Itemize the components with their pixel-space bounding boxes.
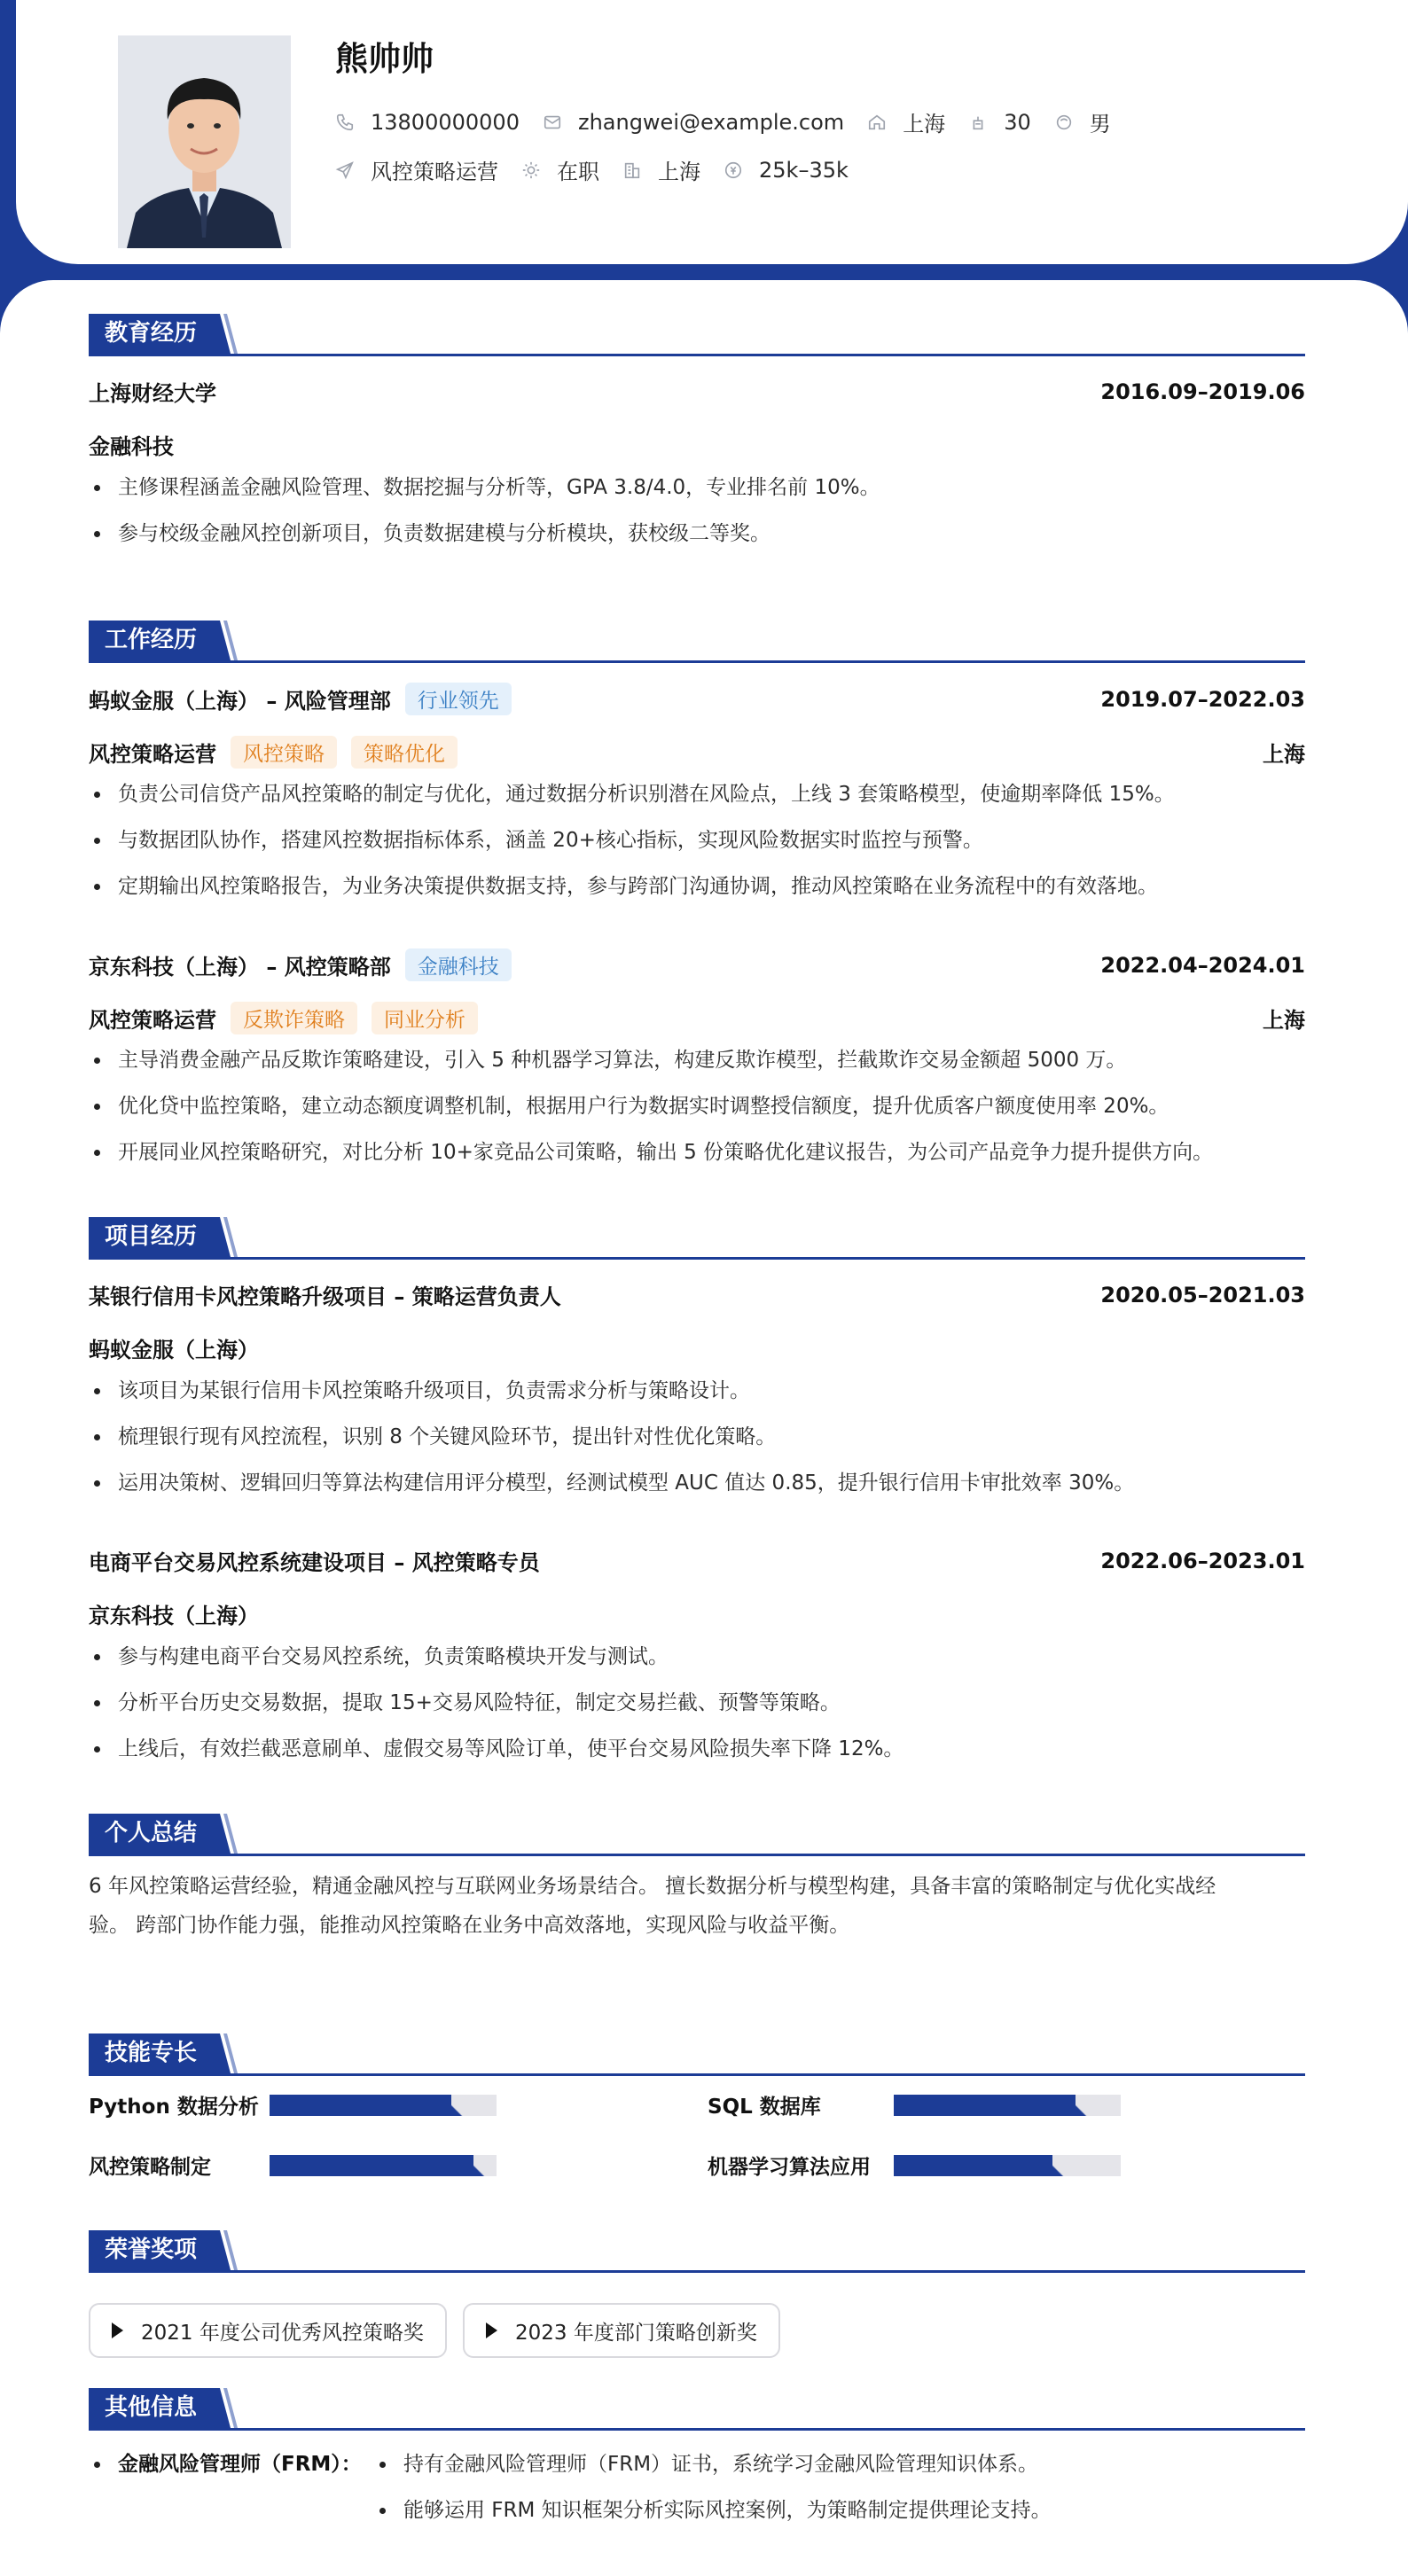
salary-info [724, 158, 849, 183]
skill-item [708, 2090, 1121, 2119]
projects-section [89, 1217, 1305, 1760]
section-title-tail [213, 621, 239, 660]
education-section [89, 314, 1305, 545]
project-period: 2022.06–2023.01 [1100, 1548, 1305, 1573]
role-tag: 反欺诈策略 [231, 1002, 357, 1034]
project-name: 电商平台交易风控系统建设项目 – 风控策略专员 [89, 1550, 540, 1575]
project-header [89, 1545, 1305, 1576]
section-title: 教育经历 [89, 314, 213, 354]
skill-name: Python 数据分析 [89, 2096, 259, 2119]
email-text: zhangwei@example.com [577, 109, 845, 135]
skill-bar [894, 2095, 1121, 2116]
list-item: 持有金融风险管理师（FRM）证书，系统学习金融风险管理知识体系。 [374, 2441, 1305, 2487]
section-title: 个人总结 [89, 1814, 213, 1854]
skill-item [708, 2151, 1121, 2180]
gender-info [1054, 106, 1111, 137]
company-name: 京东科技（上海） – 风控策略部 [89, 955, 391, 980]
list-item: 该项目为某银行信用卡风控策略升级项目，负责需求分析与策略设计。 [89, 1368, 1305, 1414]
skill-item [89, 2151, 497, 2180]
city-info [622, 154, 700, 185]
salary-icon [724, 160, 743, 180]
section-title-tail [213, 314, 239, 354]
section-header [89, 1217, 1305, 1260]
section-title-tail [213, 1217, 239, 1257]
list-item: 主导消费金融产品反欺诈策略建设，引入 5 种机器学习算法，构建反欺诈模型，拦截欺诈交易金额超 5000 万。 [89, 1037, 1305, 1083]
project-bullets [89, 1634, 1305, 1772]
email-info [543, 110, 844, 135]
skill-name: SQL 数据库 [708, 2096, 821, 2119]
skill-level-fill [270, 2155, 473, 2176]
age-text: 30 [1004, 109, 1031, 135]
project-header [89, 1279, 1305, 1310]
section-header [89, 2033, 1305, 2076]
list-item: 能够运用 FRM 知识框架分析实际风控案例，为策略制定提供理论支持。 [374, 2487, 1305, 2533]
city-text: 上海 [658, 160, 700, 184]
company-name: 蚂蚁金服（上海） – 风险管理部 [89, 689, 391, 714]
list-item: 梳理银行现有风控流程，识别 8 个关键风险环节，提出针对性优化策略。 [89, 1414, 1305, 1460]
phone-text: 13800000000 [371, 109, 520, 135]
list-item: 主修课程涵盖金融风险管理、数据挖掘与分析等，GPA 3.8/4.0，专业排名前 10%。 [89, 464, 1305, 511]
job-role: 风控策略运营 [89, 742, 216, 767]
role-tag: 策略优化 [351, 736, 458, 769]
list-item: 分析平台历史交易数据，提取 15+交易风险特征，制定交易拦截、预警等策略。 [89, 1680, 1305, 1726]
project-org: 蚂蚁金服（上海） [89, 1338, 259, 1362]
job-city: 上海 [1263, 1008, 1305, 1033]
project-period: 2020.05–2021.03 [1100, 1282, 1305, 1308]
section-title-tail [213, 2230, 239, 2270]
candidate-name: 熊帅帅 [335, 40, 434, 78]
project-org: 京东科技（上海） [89, 1604, 259, 1628]
skill-level-fill [894, 2095, 1076, 2116]
project-org-line [89, 1598, 1305, 1629]
job-period: 2022.04–2024.01 [1100, 952, 1305, 978]
project-org-line [89, 1332, 1305, 1363]
job-role: 风控策略运营 [89, 1008, 216, 1033]
skill-name: 机器学习算法应用 [708, 2156, 871, 2179]
skill-level-fill [270, 2095, 451, 2116]
job-bullets [89, 1037, 1305, 1175]
skills-section [89, 2033, 1305, 2179]
award-text: 2023 年度部门策略创新奖 [515, 2321, 757, 2345]
age-info [968, 110, 1031, 135]
award-badge [463, 2303, 780, 2358]
salary-text: 25k–35k [759, 157, 849, 183]
phone-icon [335, 113, 355, 132]
section-title: 荣誉奖项 [89, 2230, 213, 2270]
other-label: 金融风险管理师（FRM）： [89, 2441, 381, 2487]
role-tag: 风控策略 [231, 736, 337, 769]
skill-item [89, 2090, 497, 2119]
contact-row [335, 106, 1134, 137]
award-badge [89, 2303, 447, 2358]
skill-bar [270, 2155, 497, 2176]
award-text: 2021 年度公司优秀风控策略奖 [141, 2321, 424, 2345]
list-item: 参与校级金融风控创新项目，负责数据建模与分析模块，获校级二等奖。 [89, 511, 1305, 557]
major-name: 金融科技 [89, 434, 174, 459]
section-header [89, 2230, 1305, 2273]
other-section [89, 2388, 1305, 2522]
section-title: 工作经历 [89, 621, 213, 660]
company-tag: 金融科技 [405, 948, 512, 981]
avatar-photo [118, 35, 291, 248]
job-header [89, 683, 1305, 715]
education-period: 2016.09–2019.06 [1100, 379, 1305, 404]
status-text: 在职 [557, 160, 599, 184]
education-major-line [89, 429, 1305, 460]
position-text: 风控策略运营 [371, 160, 498, 184]
list-item: 开展同业风控策略研究，对比分析 10+家竞品公司策略，输出 5 份策略优化建议报告，为公司产品竞争力提升提供方向。 [89, 1129, 1305, 1175]
skill-name: 风控策略制定 [89, 2156, 211, 2179]
play-icon [112, 2322, 123, 2338]
section-header [89, 314, 1305, 356]
school-name: 上海财经大学 [89, 381, 216, 406]
list-item: 负责公司信贷产品风控策略的制定与优化，通过数据分析识别潜在风险点，上线 3 套策略模型，使逾期率降低 15%。 [89, 771, 1305, 817]
status-info [521, 154, 599, 185]
job-period: 2019.07–2022.03 [1100, 686, 1305, 712]
location-info [867, 106, 945, 137]
list-item: 与数据团队协作，搭建风控数据指标体系，涵盖 20+核心指标，实现风险数据实时监控与预警。 [89, 817, 1305, 863]
awards-section [89, 2230, 1305, 2345]
section-header [89, 621, 1305, 663]
list-item: 运用决策树、逻辑回归等算法构建信用评分模型，经测试模型 AUC 值达 0.85，提升银行信用卡审批效率 30%。 [89, 1460, 1305, 1506]
job-role-line [89, 1002, 1305, 1034]
avatar [118, 35, 291, 248]
education-entry [89, 376, 1305, 407]
list-item: 定期输出风控策略报告，为业务决策提供数据支持，参与跨部门沟通协调，推动风控策略在业务流程中的有效落地。 [89, 863, 1305, 909]
play-icon [486, 2322, 497, 2338]
education-bullets [89, 464, 1305, 557]
job-bullets [89, 771, 1305, 909]
job-header [89, 948, 1305, 981]
summary-text [89, 1867, 1305, 1945]
location-text: 上海 [903, 112, 946, 137]
header-card [16, 0, 1408, 264]
list-item: 上线后，有效拦截恶意刷单、虚假交易等风险订单，使平台交易风险损失率下降 12%。 [89, 1726, 1305, 1772]
phone-info [335, 110, 520, 135]
section-header [89, 1814, 1305, 1856]
section-title-tail [213, 2388, 239, 2428]
other-bullets [374, 2441, 1305, 2533]
project-name: 某银行信用卡风控策略升级项目 – 策略运营负责人 [89, 1284, 561, 1309]
other-label-list [89, 2441, 381, 2487]
skill-bar [894, 2155, 1121, 2176]
job-role-line [89, 736, 1305, 769]
resume-body [0, 280, 1408, 2576]
gender-icon [1054, 113, 1074, 132]
send-icon [335, 160, 355, 180]
role-tag: 同业分析 [372, 1002, 478, 1034]
section-header [89, 2388, 1305, 2431]
skill-level-fill [894, 2155, 1052, 2176]
status-icon [521, 160, 541, 180]
list-item: 参与构建电商平台交易风控系统，负责策略模块开发与测试。 [89, 1634, 1305, 1680]
work-section [89, 621, 1305, 1164]
summary-section [89, 1814, 1305, 1937]
section-title: 技能专长 [89, 2033, 213, 2073]
section-title: 项目经历 [89, 1217, 213, 1257]
company-tag: 行业领先 [405, 683, 512, 715]
intent-row [335, 154, 872, 185]
section-title-tail [213, 2033, 239, 2073]
skill-bar [270, 2095, 497, 2116]
summary-line: 验。 跨部门协作能力强，能推动风控策略在业务中高效落地，实现风险与收益平衡。 [89, 1914, 850, 1937]
gender-text: 男 [1089, 112, 1111, 137]
section-title: 其他信息 [89, 2388, 213, 2428]
job-city: 上海 [1263, 742, 1305, 767]
age-icon [968, 113, 988, 132]
section-title-tail [213, 1814, 239, 1854]
home-icon [867, 113, 887, 132]
mail-icon [543, 113, 562, 132]
summary-line: 6 年风控策略运营经验，精通金融风控与互联网业务场景结合。 擅长数据分析与模型构建，具备丰富的策略制定与优化实战经 [89, 1875, 1216, 1898]
position-info [335, 154, 498, 185]
project-bullets [89, 1368, 1305, 1506]
building-icon [622, 160, 642, 180]
list-item: 优化贷中监控策略，建立动态额度调整机制，根据用户行为数据实时调整授信额度，提升优质客户额度使用率 20%。 [89, 1083, 1305, 1129]
